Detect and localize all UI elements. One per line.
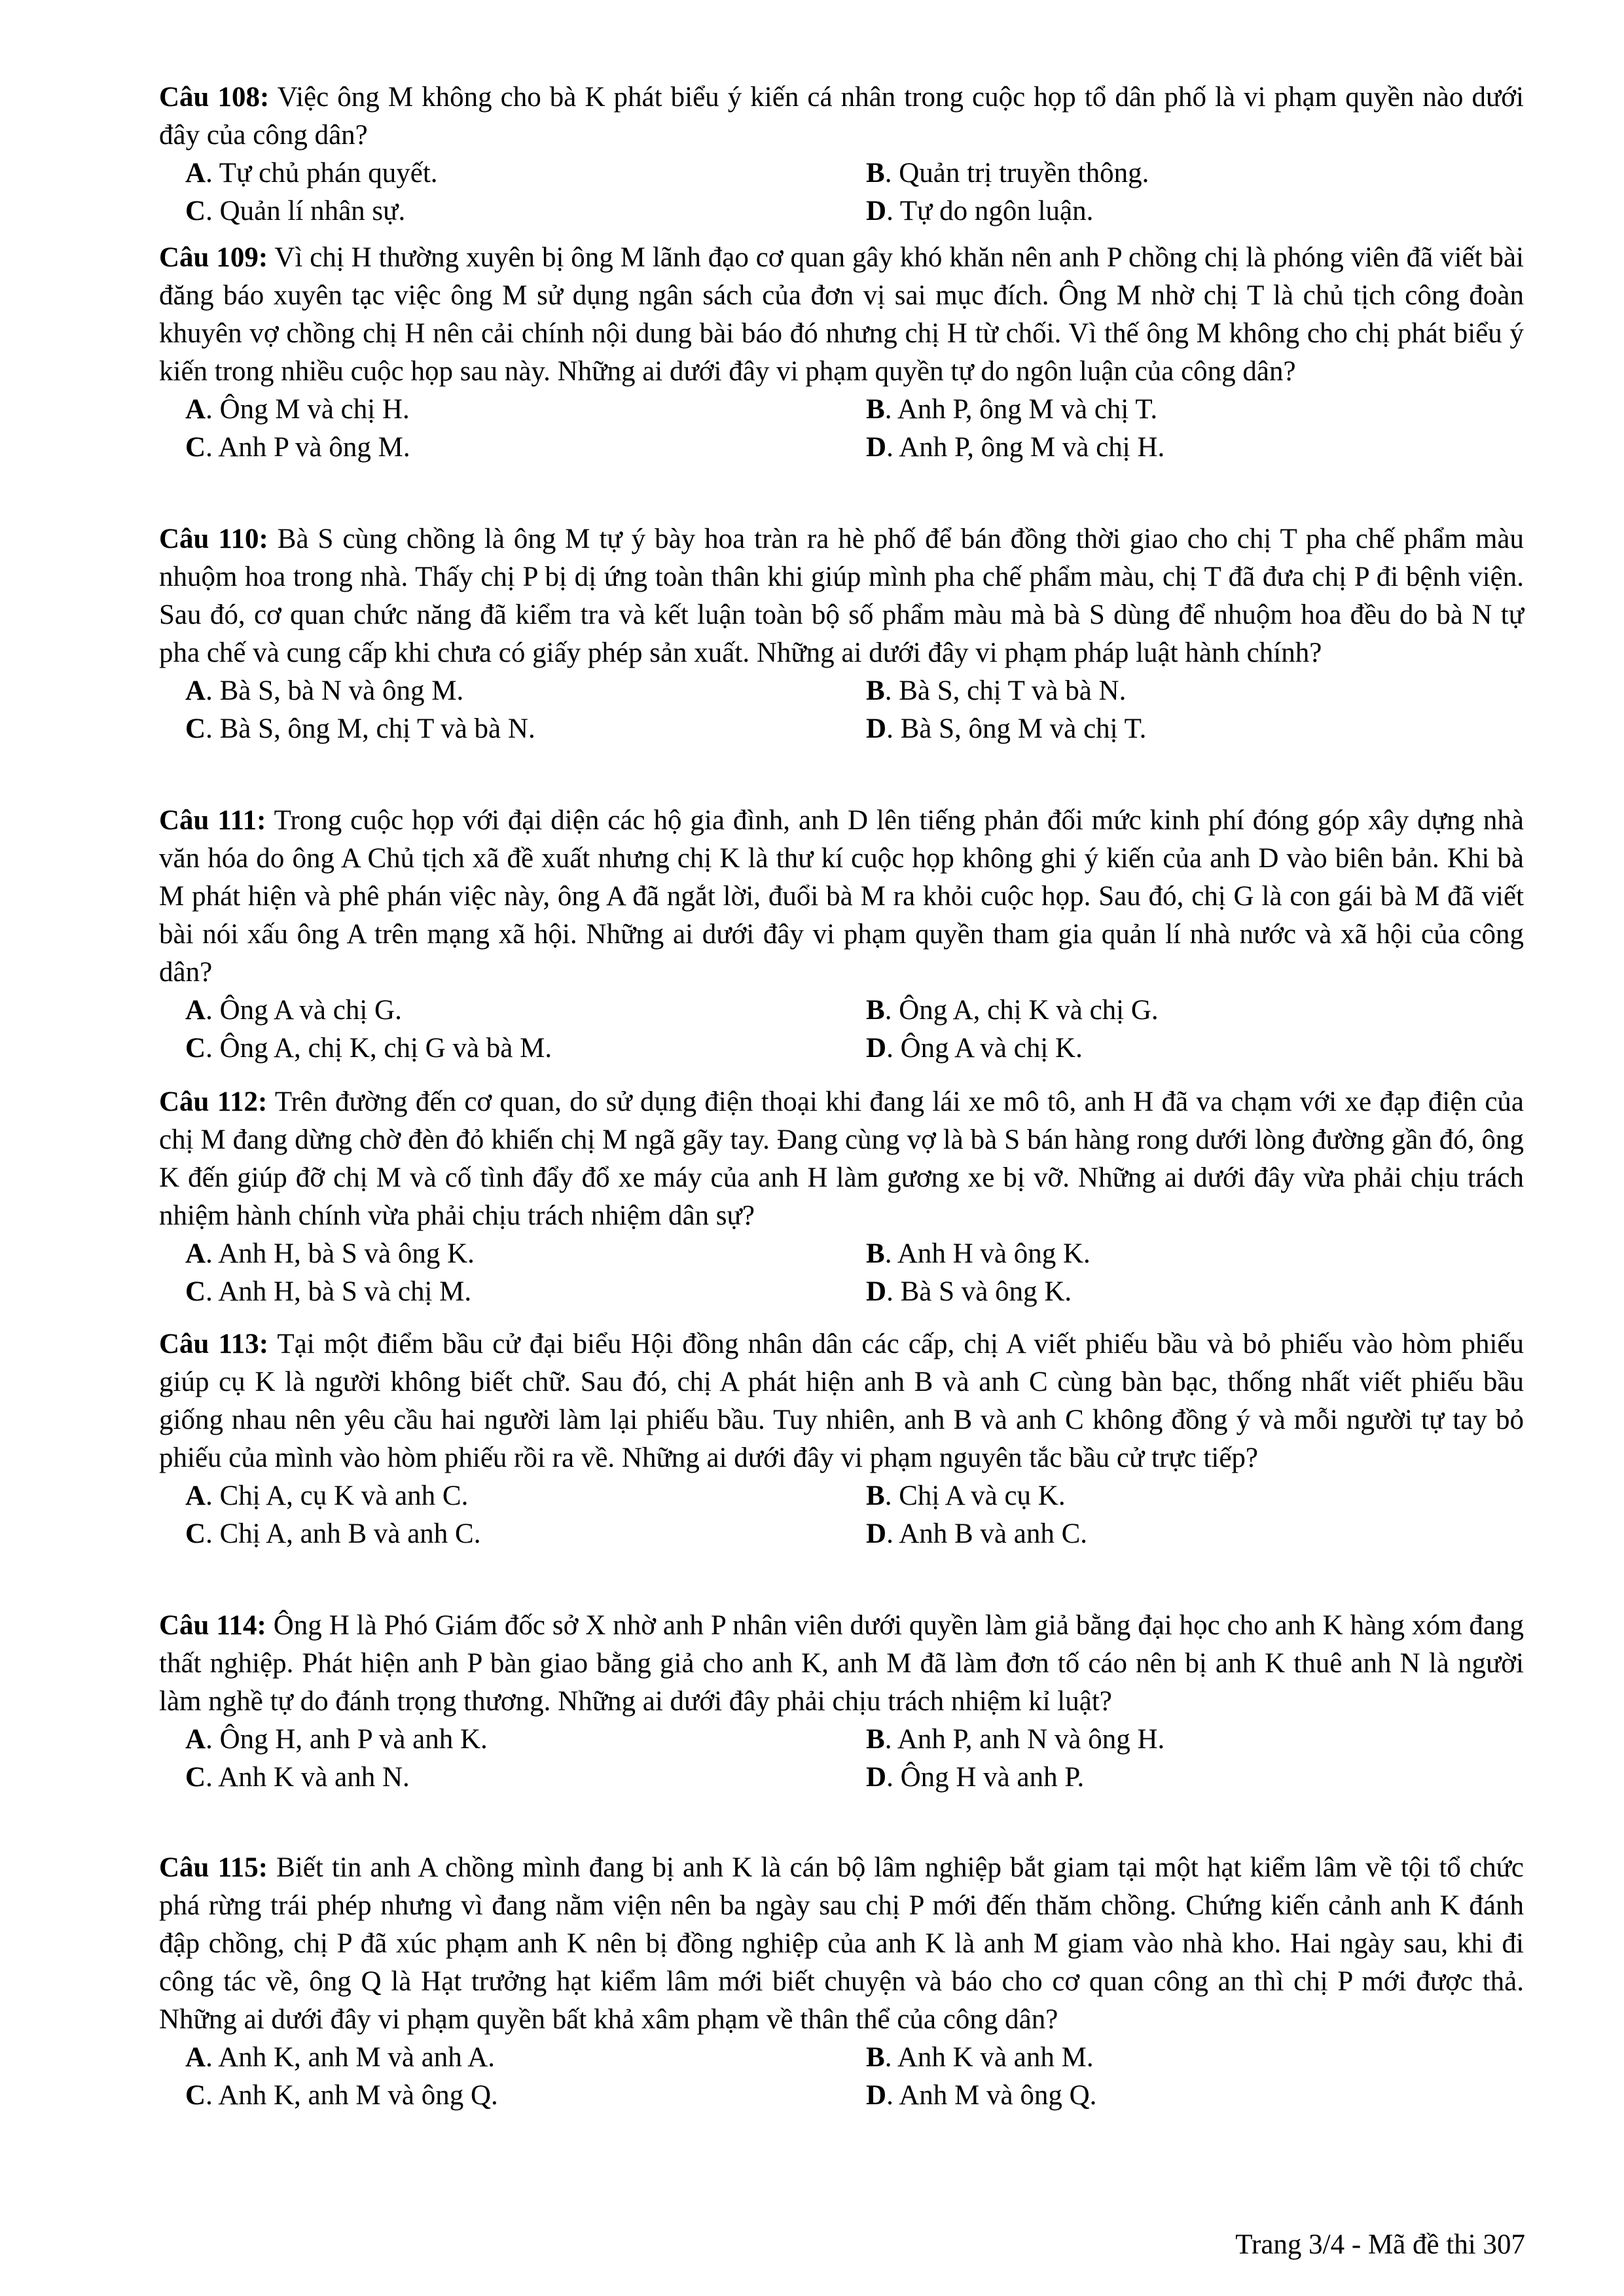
answer-options [185, 154, 1524, 230]
option-b: B. Quản trị truyền thông. [866, 158, 1149, 188]
question-114 [159, 1607, 1524, 1797]
option-d: D. Tự do ngôn luận. [866, 196, 1094, 226]
question-number: Câu 108: [159, 82, 270, 113]
answer-options [185, 1477, 1524, 1553]
option-c: C. Anh K, anh M và ông Q. [185, 2080, 498, 2111]
option-c: C. Anh H, bà S và chị M. [185, 1276, 472, 1307]
answer-options [185, 1721, 1524, 1797]
option-b: B. Anh P, ông M và chị T. [866, 394, 1158, 425]
option-a: A. Ông M và chị H. [185, 394, 410, 425]
option-a: A. Ông A và chị G. [185, 995, 402, 1026]
question-108 [159, 79, 1524, 230]
option-d: D. Bà S và ông K. [866, 1276, 1072, 1307]
option-c: C. Anh K và anh N. [185, 1762, 410, 1793]
option-b: B. Anh K và anh M. [866, 2042, 1094, 2073]
option-a: A. Ông H, anh P và anh K. [185, 1724, 488, 1755]
question-text: Trên đường đến cơ quan, do sử dụng điện thoại khi đang lái xe mô tô, anh H đã va chạm với xe đạp điện của chị M đang dừng chờ đèn đỏ khiến chị M ngã gãy tay. Đang cùng vợ là bà S bán hàng rong dưới lòng đường gần đó, ông K đến giúp đỡ chị M và cố tình đẩy đổ xe máy của anh H làm gương xe bị vỡ. Những ai dưới đây vừa phải chịu trách nhiệm hành chính vừa phải chịu trách nhiệm dân sự? [159, 1086, 1524, 1231]
question-number: Câu 114: [159, 1610, 266, 1641]
question-text: Ông H là Phó Giám đốc sở X nhờ anh P nhân viên dưới quyền làm giả bằng đại học cho anh K hàng xóm đang thất nghiệp. Phát hiện anh P bàn giao bằng giả cho anh K, anh M đã làm đơn tố cáo nên bị anh K thuê anh N là người làm nghề tự do đánh trọng thương. Những ai dưới đây phải chịu trách nhiệm kỉ luật? [159, 1610, 1525, 1717]
question-text: Việc ông M không cho bà K phát biểu ý kiến cá nhân trong cuộc họp tổ dân phố là vi phạm quyền nào dưới đây của công dân? [159, 82, 1524, 151]
question-110 [159, 520, 1524, 748]
option-c: C. Quản lí nhân sự. [185, 196, 406, 226]
option-c: C. Ông A, chị K, chị G và bà M. [185, 1033, 552, 1064]
option-a: A. Anh H, bà S và ông K. [185, 1238, 475, 1269]
question-number: Câu 113: [159, 1329, 269, 1359]
question-number: Câu 109: [159, 242, 268, 273]
option-a: A. Bà S, bà N và ông M. [185, 675, 464, 706]
page-footer: Trang 3/4 - Mã đề thi 307 [1235, 2229, 1525, 2260]
option-c: C. Chị A, anh B và anh C. [185, 1518, 481, 1549]
option-b: B. Anh P, anh N và ông H. [866, 1724, 1165, 1755]
question-text: Tại một điểm bầu cử đại biểu Hội đồng nhân dân các cấp, chị A viết phiếu bầu và bỏ phiếu vào hòm phiếu giúp cụ K là người không biết chữ. Sau đó, chị A phát hiện anh B và anh C cùng bàn bạc, thống nhất viết phiếu bầu giống nhau nên yêu cầu hai người làm lại phiếu bầu. Tuy nhiên, anh B và anh C không đồng ý và mỗi người tự tay bỏ phiếu của mình vào hòm phiếu rồi ra về. Những ai dưới đây vi phạm nguyên tắc bầu cử trực tiếp? [159, 1329, 1524, 1473]
option-c: C. Bà S, ông M, chị T và bà N. [185, 713, 535, 744]
question-111 [159, 802, 1524, 1067]
question-112 [159, 1083, 1524, 1311]
question-113 [159, 1325, 1524, 1553]
answer-options [185, 391, 1524, 467]
question-text: Vì chị H thường xuyên bị ông M lãnh đạo cơ quan gây khó khăn nên anh P chồng chị là phóng viên đã viết bài đăng báo xuyên tạc việc ông M sử dụng ngân sách của đơn vị sai mục đích. Ông M nhờ chị T là chủ tịch công đoàn khuyên vợ chồng chị H nên cải chính nội dung bài báo đó nhưng chị H từ chối. Vì thế ông M không cho chị phát biểu ý kiến trong nhiều cuộc họp sau này. Những ai dưới đây vi phạm quyền tự do ngôn luận của công dân? [159, 242, 1524, 387]
question-number: Câu 115: [159, 1852, 268, 1883]
question-number: Câu 112: [159, 1086, 268, 1117]
option-a: A. Anh K, anh M và anh A. [185, 2042, 495, 2073]
option-c: C. Anh P và ông M. [185, 432, 410, 463]
question-109 [159, 239, 1524, 467]
option-a: A. Tự chủ phán quyết. [185, 158, 438, 188]
option-b: B. Bà S, chị T và bà N. [866, 675, 1127, 706]
option-d: D. Anh P, ông M và chị H. [866, 432, 1165, 463]
option-b: B. Anh H và ông K. [866, 1238, 1091, 1269]
question-text: Biết tin anh A chồng mình đang bị anh K là cán bộ lâm nghiệp bắt giam tại một hạt kiểm lâm về tội tổ chức phá rừng trái phép nhưng vì đang nằm viện nên ba ngày sau chị P mới đến thăm chồng. Chứng kiến cảnh anh K đánh đập chồng, chị P đã xúc phạm anh K nên bị đồng nghiệp của anh K là anh M giam vào nhà kho. Hai ngày sau, khi đi công tác về, ông Q là Hạt trưởng hạt kiểm lâm mới biết chuyện và báo cho cơ quan công an thì chị P mới được thả. Những ai dưới đây vi phạm quyền bất khả xâm phạm về thân thể của công dân? [159, 1852, 1525, 2035]
question-number: Câu 110: [159, 524, 268, 554]
answer-options [185, 2039, 1524, 2115]
question-text: Trong cuộc họp với đại diện các hộ gia đình, anh D lên tiếng phản đối mức kinh phí đóng góp xây dựng nhà văn hóa do ông A Chủ tịch xã đề xuất nhưng chị K là thư kí cuộc họp không ghi ý kiến của anh D vào biên bản. Khi bà M phát hiện và phê phán việc này, ông A đã ngắt lời, đuổi bà M ra khỏi cuộc họp. Sau đó, chị G là con gái bà M đã viết bài nói xấu ông A trên mạng xã hội. Những ai dưới đây vi phạm quyền tham gia quản lí nhà nước và xã hội của công dân? [159, 805, 1525, 988]
question-number: Câu 111: [159, 805, 266, 836]
option-a: A. Chị A, cụ K và anh C. [185, 1480, 469, 1511]
answer-options [185, 992, 1524, 1067]
answer-options [185, 672, 1524, 748]
question-115 [159, 1849, 1524, 2115]
question-text: Bà S cùng chồng là ông M tự ý bày hoa tràn ra hè phố để bán đồng thời giao cho chị T pha chế phẩm màu nhuộm hoa trong nhà. Thấy chị P bị dị ứng toàn thân khi giúp mình pha chế phẩm màu, chị T đã đưa chị P đi bệnh viện. Sau đó, cơ quan chức năng đã kiểm tra và kết luận toàn bộ số phẩm màu mà bà S dùng để nhuộm hoa đều do bà N tự pha chế và cung cấp khi chưa có giấy phép sản xuất. Những ai dưới đây vi phạm pháp luật hành chính? [159, 524, 1524, 668]
option-b: B. Chị A và cụ K. [866, 1480, 1066, 1511]
option-d: D. Anh B và anh C. [866, 1518, 1088, 1549]
option-d: D. Ông A và chị K. [866, 1033, 1083, 1064]
answer-options [185, 1235, 1524, 1311]
option-b: B. Ông A, chị K và chị G. [866, 995, 1159, 1026]
option-d: D. Bà S, ông M và chị T. [866, 713, 1147, 744]
option-d: D. Anh M và ông Q. [866, 2080, 1097, 2111]
option-d: D. Ông H và anh P. [866, 1762, 1085, 1793]
